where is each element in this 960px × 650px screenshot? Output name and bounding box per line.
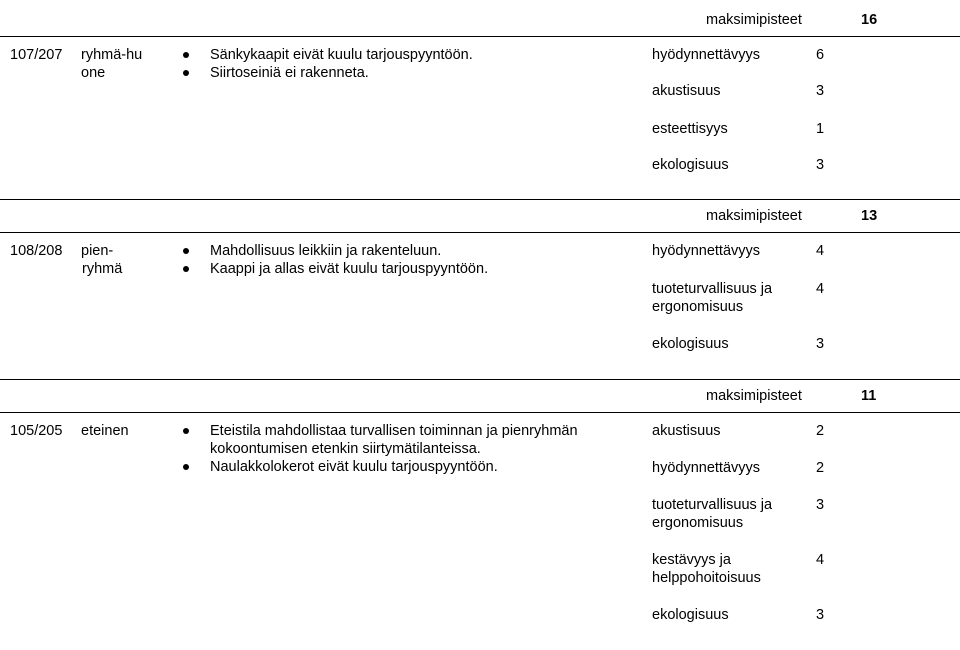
criterion-score: 3 [816, 497, 825, 513]
divider [0, 232, 960, 233]
criterion-score: 4 [816, 281, 825, 297]
criterion-score: 3 [816, 157, 825, 173]
criterion-label: akustisuus [652, 423, 721, 439]
room-name: ryhmä-hu one [81, 47, 143, 81]
criterion-score: 3 [816, 83, 825, 99]
notes-list [175, 422, 578, 476]
max-points-value: 13 [861, 208, 878, 224]
criterion-score: 1 [816, 121, 825, 137]
criterion-score: 3 [816, 607, 825, 623]
room-code: 107/207 [10, 47, 63, 63]
room-name: pien- ryhmä [81, 243, 123, 277]
divider [0, 199, 960, 200]
room-code: 105/205 [10, 423, 63, 439]
criterion-label: kestävyys ja helppohoitoisuus [652, 552, 761, 586]
notes-list [175, 242, 488, 278]
divider [0, 36, 960, 37]
criterion-label: esteettisyys [652, 121, 728, 137]
list-item: Eteistila mahdollistaa turvallisen toiminnan ja pienryhmän kokoontumisen etenkin siirtymätilanteissa. [175, 422, 578, 458]
criterion-label: ekologisuus [652, 157, 729, 173]
criterion-score: 6 [816, 47, 825, 63]
criterion-label: tuoteturvallisuus ja ergonomisuus [652, 497, 773, 531]
criterion-score: 3 [816, 336, 825, 352]
criterion-label: tuoteturvallisuus ja ergonomisuus [652, 281, 773, 315]
criterion-score: 2 [816, 423, 825, 439]
divider [0, 379, 960, 380]
criterion-label: hyödynnettävyys [652, 47, 761, 63]
criterion-score: 4 [816, 243, 825, 259]
criterion-score: 4 [816, 552, 825, 568]
criterion-score: 2 [816, 460, 825, 476]
max-points-value: 16 [861, 12, 878, 28]
max-points-label: maksimipisteet [706, 12, 802, 28]
list-item: Siirtoseiniä ei rakenneta. [175, 64, 473, 82]
max-points-value: 11 [861, 388, 877, 404]
list-item: Kaappi ja allas eivät kuulu tarjouspyyntöön. [175, 260, 488, 278]
criterion-label: akustisuus [652, 83, 721, 99]
criterion-label: ekologisuus [652, 336, 729, 352]
room-code: 108/208 [10, 243, 63, 259]
list-item: Sänkykaapit eivät kuulu tarjouspyyntöön. [175, 46, 473, 64]
list-item: Mahdollisuus leikkiin ja rakenteluun. [175, 242, 488, 260]
divider [0, 412, 960, 413]
criterion-label: ekologisuus [652, 607, 729, 623]
room-name: eteinen [81, 423, 129, 439]
notes-list [175, 46, 473, 82]
max-points-label: maksimipisteet [706, 388, 802, 404]
list-item: Naulakkolokerot eivät kuulu tarjouspyyntöön. [175, 458, 578, 476]
criterion-label: hyödynnettävyys [652, 460, 761, 476]
max-points-label: maksimipisteet [706, 208, 802, 224]
criterion-label: hyödynnettävyys [652, 243, 761, 259]
